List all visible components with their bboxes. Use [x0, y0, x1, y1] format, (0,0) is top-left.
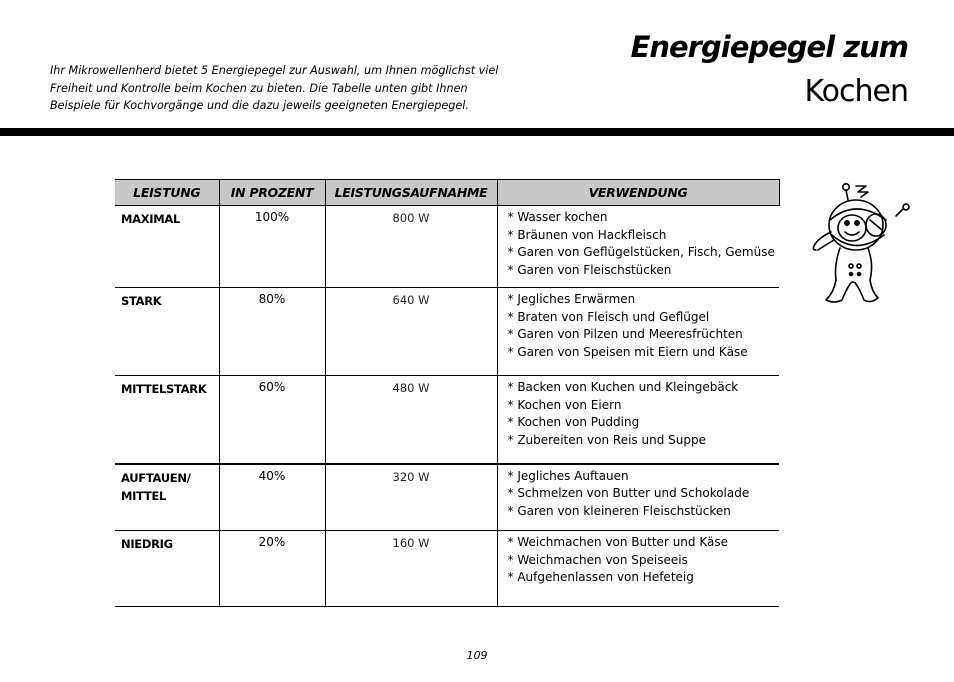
use-item: * Zubereiten von Reis und Suppe [507, 432, 706, 447]
header-divider [0, 128, 954, 136]
use-item: * Kochen von Pudding [507, 415, 640, 429]
level-label: AUFTAUEN/ [121, 470, 191, 485]
use-item: * Backen von Kuchen und Kleingebäck [507, 380, 739, 394]
table-row [115, 531, 779, 607]
uses-cell [497, 288, 779, 376]
uses-cell [497, 531, 779, 607]
use-item: * Braten von Fleisch und Geflügel [507, 309, 710, 324]
use-item: * Weichmachen von Butter und Käse [507, 535, 728, 549]
use-item: * Garen von kleineren Fleischstücken [507, 503, 731, 518]
use-item: * Jegliches Erwärmen [507, 292, 636, 306]
use-item: * Garen von Geflügelstücken, Fisch, Gemüse [507, 245, 775, 259]
use-item: * Schmelzen von Butter und Schokolade [507, 486, 750, 500]
level-cell [115, 464, 219, 531]
intro-text [50, 62, 500, 115]
use-item: * Bräunen von Hackfleisch [507, 227, 667, 242]
level-cell [115, 206, 219, 288]
percent-cell: 100% [219, 206, 325, 288]
use-item: * Wasser kochen [507, 210, 608, 224]
uses-cell [497, 376, 779, 464]
header-verwendung: VERWENDUNG [497, 180, 779, 206]
page-title-line2: Kochen [804, 74, 908, 109]
energy-level-table [115, 179, 780, 607]
watt-cell: 640 W [325, 288, 497, 376]
use-item: * Weichmachen von Speiseeis [507, 552, 688, 567]
level-label: MITTELSTARK [121, 382, 207, 396]
use-item: * Garen von Fleischstücken [507, 262, 672, 277]
level-label: MITTEL [121, 488, 167, 503]
level-cell [115, 288, 219, 376]
use-item: * Aufgehenlassen von Hefeteig [507, 570, 694, 584]
level-cell [115, 531, 219, 607]
header-leistung: LEISTUNG [115, 180, 219, 206]
use-item: * Garen von Pilzen und Meeresfrüchten [507, 327, 743, 341]
table-row [115, 376, 779, 464]
level-label: NIEDRIG [121, 537, 173, 551]
percent-cell: 40% [219, 464, 325, 531]
use-item: * Garen von Speisen mit Eiern und Käse [507, 344, 748, 359]
intro-line: Freiheit und Kontrolle beim Kochen zu bieten. Die Tabelle unten gibt Ihnen [50, 81, 468, 95]
intro-line: Ihr Mikrowellenherd bietet 5 Energiepegel zur Auswahl, um Ihnen möglichst viel [50, 64, 499, 77]
use-item: * Kochen von Eiern [507, 397, 622, 412]
page-number: 109 [466, 649, 488, 662]
uses-cell [497, 464, 779, 531]
header-in-prozent: IN PROZENT [219, 180, 325, 206]
level-label: STARK [121, 294, 162, 308]
level-label: MAXIMAL [121, 212, 181, 226]
table-row [115, 206, 779, 288]
level-cell [115, 376, 219, 464]
watt-cell: 800 W [325, 206, 497, 288]
watt-cell: 480 W [325, 376, 497, 464]
cartoon-mascot-icon [806, 180, 916, 308]
percent-cell: 80% [219, 288, 325, 376]
percent-cell: 60% [219, 376, 325, 464]
table-row [115, 288, 779, 376]
uses-cell [497, 206, 779, 288]
table-header-row [115, 180, 779, 206]
header-leistungsaufnahme: LEISTUNGSAUFNAHME [325, 180, 497, 206]
intro-line: Beispiele für Kochvorgänge und die dazu jeweils geeigneten Energiepegel. [50, 99, 469, 112]
watt-cell: 320 W [325, 464, 497, 531]
use-item: * Jegliches Auftauen [507, 468, 629, 483]
watt-cell: 160 W [325, 531, 497, 607]
table-row [115, 464, 779, 531]
page-title-line1: Energiepegel zum [630, 30, 908, 64]
percent-cell: 20% [219, 531, 325, 607]
